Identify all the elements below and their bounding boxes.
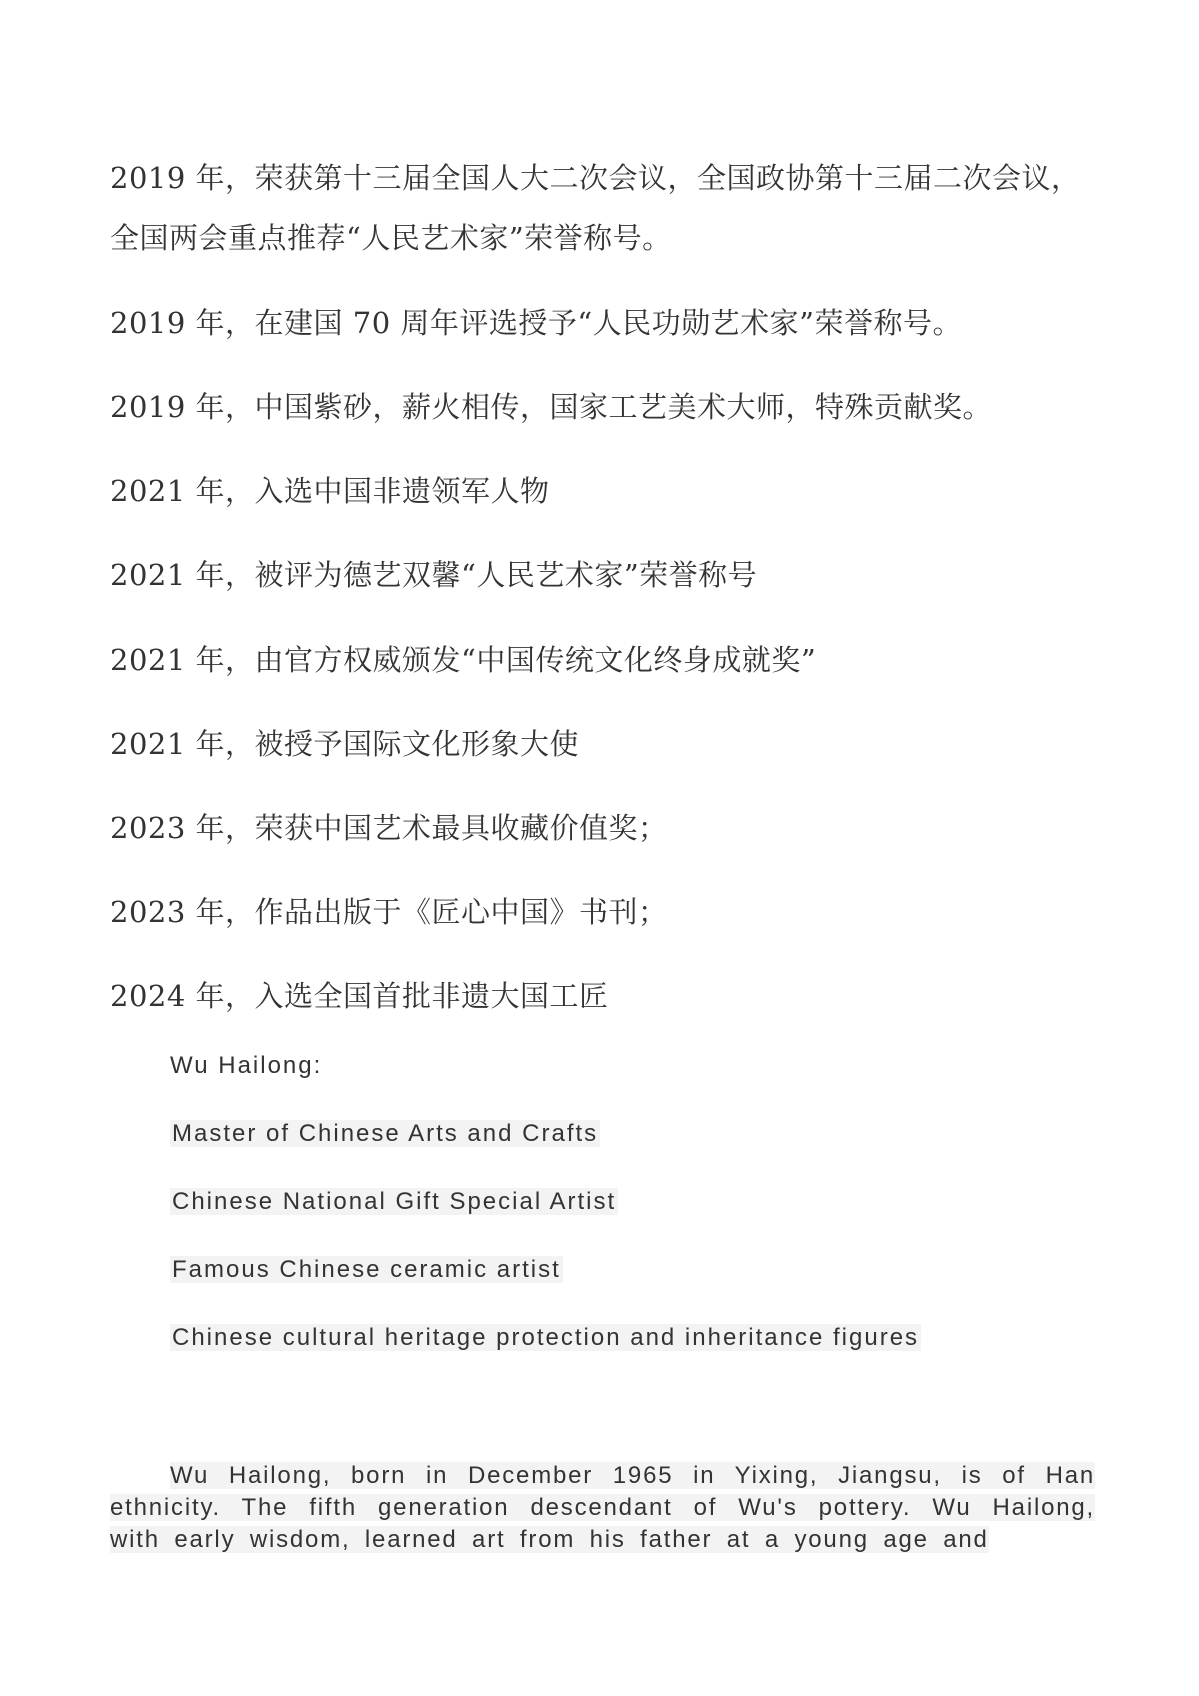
english-name-heading: Wu Hailong: <box>170 1052 323 1079</box>
english-bio-paragraph <box>110 1460 1095 1556</box>
english-title-text: Chinese cultural heritage protection and inheritance figures <box>172 1324 920 1351</box>
award-2024-craftsman: 2024 年，入选全国首批非遗大国工匠 <box>110 979 609 1013</box>
english-bio-text: Wu Hailong, born in December 1965 in Yixing, Jiangsu, is of Han ethnicity. The fifth generation descendant of Wu's pottery. Wu Hailong, with early wisdom, learned art from his father at a young age and <box>110 1462 1095 1553</box>
english-title <box>170 1322 921 1354</box>
award-2021-people-artist: 2021 年，被评为德艺双馨“人民艺术家”荣誉称号 <box>110 558 758 592</box>
award-2021-ambassador: 2021 年，被授予国际文化形象大使 <box>110 727 580 761</box>
award-2021-lifetime: 2021 年，由官方权威颁发“中国传统文化终身成就奖” <box>110 643 817 677</box>
english-title-text: Master of Chinese Arts and Crafts <box>172 1120 599 1147</box>
award-2023-publication: 2023 年，作品出版于《匠心中国》书刊； <box>110 895 668 929</box>
award-2021-heritage-leader: 2021 年，入选中国非遗领军人物 <box>110 474 550 508</box>
english-title-text: Famous Chinese ceramic artist <box>172 1256 561 1283</box>
english-title <box>170 1254 563 1286</box>
award-2019-merit: 2019 年，在建国 70 周年评选授予“人民功勋艺术家”荣誉称号。 <box>110 306 963 340</box>
award-2019-zisha: 2019 年，中国紫砂，薪火相传，国家工艺美术大师，特殊贡献奖。 <box>110 390 993 424</box>
english-title <box>170 1118 600 1150</box>
award-2019-npc-line2: 全国两会重点推荐“人民艺术家”荣誉称号。 <box>110 221 672 255</box>
award-2019-npc-line1: 2019 年，荣获第十三届全国人大二次会议，全国政协第十三届二次会议， <box>110 161 1081 195</box>
english-title <box>170 1186 618 1218</box>
english-title-text: Chinese National Gift Special Artist <box>172 1188 617 1215</box>
award-2023-collection: 2023 年，荣获中国艺术最具收藏价值奖； <box>110 811 668 845</box>
